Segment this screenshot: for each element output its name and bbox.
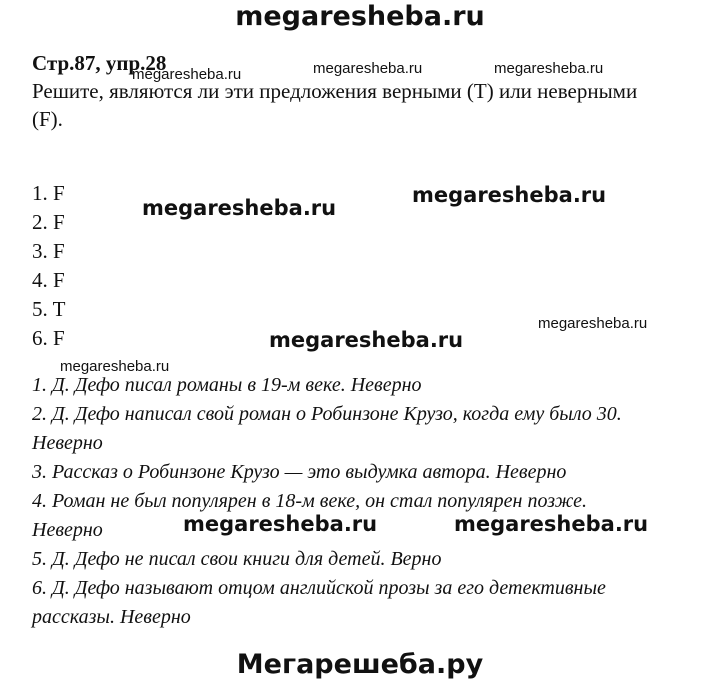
sentence-2-line-2: Неверно xyxy=(32,432,103,454)
watermark-big: megaresheba.ru xyxy=(269,328,464,352)
answer-item: 3. F xyxy=(32,239,65,263)
watermark-big: megaresheba.ru xyxy=(183,512,378,536)
site-header: megaresheba.ru xyxy=(235,1,485,32)
instruction-line-1: Решите, являются ли эти предложения верными (T) или неверными xyxy=(32,79,638,103)
watermark-small: megaresheba.ru xyxy=(60,358,170,375)
answer-item: 6. F xyxy=(32,326,65,350)
sentence-4-line-1: 4. Роман не был популярен в 18-м веке, он стал популярен позже. xyxy=(32,490,587,512)
watermark-small: megaresheba.ru xyxy=(494,60,604,77)
exercise-heading: Стр.87, упр.28 xyxy=(32,51,167,75)
watermark-big: megaresheba.ru xyxy=(142,196,337,220)
site-footer: Мегарешеба.ру xyxy=(236,649,484,680)
watermark-big: megaresheba.ru xyxy=(412,183,607,207)
answer-item: 5. T xyxy=(32,297,66,321)
watermark-big: megaresheba.ru xyxy=(454,512,649,536)
sentence-1: 1. Д. Дефо писал романы в 19-м веке. Неверно xyxy=(32,374,422,396)
sentence-3: 3. Рассказ о Робинзоне Крузо — это выдумка автора. Неверно xyxy=(32,461,567,483)
instruction-line-2: (F). xyxy=(32,107,63,131)
sentence-6-line-2: рассказы. Неверно xyxy=(32,606,191,628)
watermark-small: megaresheba.ru xyxy=(313,60,423,77)
sentence-6-line-1: 6. Д. Дефо называют отцом английской прозы за его детективные xyxy=(32,577,606,599)
answer-item: 2. F xyxy=(32,210,65,234)
sentence-4-line-2: Неверно xyxy=(32,519,103,541)
watermark-small: megaresheba.ru xyxy=(132,66,242,83)
answer-item: 1. F xyxy=(32,181,65,205)
answer-item: 4. F xyxy=(32,268,65,292)
sentence-5: 5. Д. Дефо не писал свои книги для детей. Верно xyxy=(32,548,442,570)
sentence-2-line-1: 2. Д. Дефо написал свой роман о Робинзоне Крузо, когда ему было 30. xyxy=(32,403,622,425)
watermark-small: megaresheba.ru xyxy=(538,315,648,332)
